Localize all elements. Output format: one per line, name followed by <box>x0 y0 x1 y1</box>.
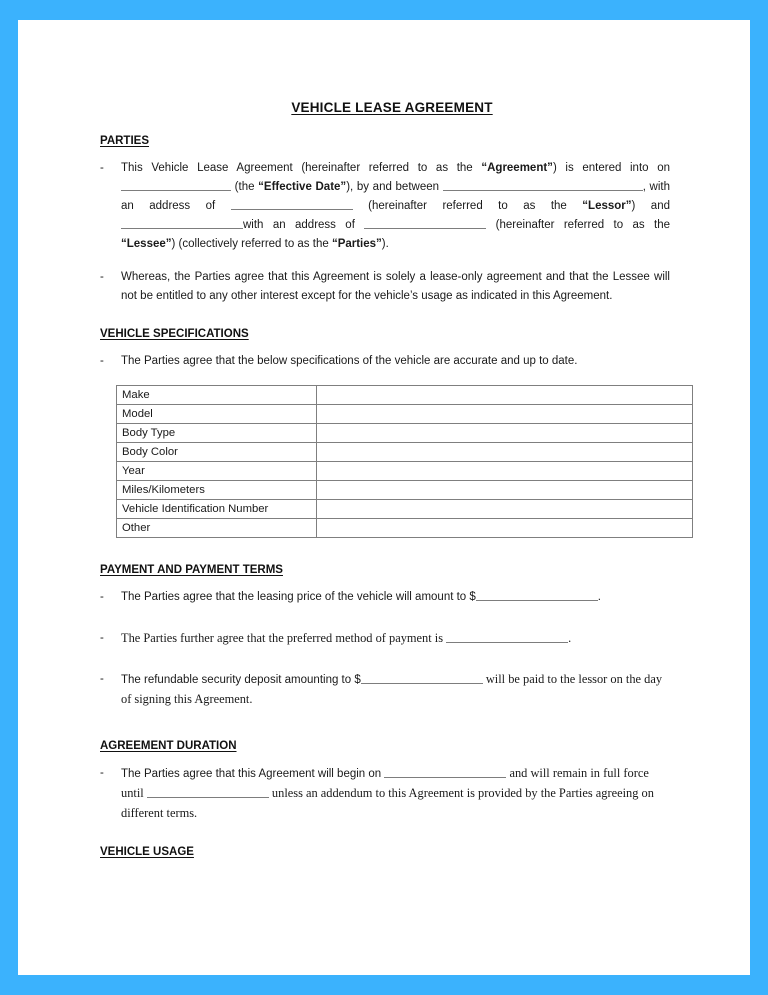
spec-value-cell[interactable] <box>317 481 693 500</box>
text-run: unless an addendum to this Agreement is provided by the Parties agreeing on different terms. <box>121 786 654 820</box>
table-row <box>117 443 693 462</box>
fill-in-blank[interactable] <box>446 631 568 643</box>
table-row <box>117 424 693 443</box>
list-item <box>100 159 670 254</box>
bullet-marker: - <box>100 162 104 174</box>
spec-label-cell: Model <box>117 405 317 424</box>
fill-in-blank[interactable] <box>231 198 353 210</box>
defined-term: “Lessee” <box>121 238 172 250</box>
security-deposit-text <box>121 670 670 710</box>
spec-value-cell[interactable] <box>317 424 693 443</box>
text-run: This Vehicle Lease Agreement (hereinafter referred to as the <box>121 162 482 174</box>
text-run: with an address of <box>243 219 365 231</box>
text-run: . <box>568 631 572 645</box>
document-page <box>18 20 750 975</box>
text-run: . <box>597 591 601 603</box>
list-item <box>100 670 670 710</box>
text-run: ). <box>381 238 389 250</box>
bullet-marker: - <box>100 355 104 367</box>
text-run: (hereinafter referred to as the <box>486 219 670 231</box>
text-run: ) and <box>631 200 670 212</box>
spec-label-cell: Body Type <box>117 424 317 443</box>
payment-method-text <box>121 629 670 648</box>
fill-in-blank[interactable] <box>384 766 506 778</box>
table-row <box>117 462 693 481</box>
fill-in-blank[interactable] <box>476 589 598 601</box>
vehicle-specifications-table <box>116 385 693 538</box>
text-run: (the <box>231 181 259 193</box>
section-heading-agreement-duration: AGREEMENT DURATION <box>100 740 237 752</box>
defined-term: “Effective Date” <box>258 181 347 193</box>
text-run: The Parties agree that the leasing price of the vehicle will amount to $ <box>121 591 476 603</box>
spec-value-cell[interactable] <box>317 462 693 481</box>
table-row <box>117 481 693 500</box>
text-run: The Parties agree that this Agreement will begin on <box>121 768 385 780</box>
parties-lease-only-text: Whereas, the Parties agree that this Agreement is solely a lease-only agreement and that the Lessee will not be entitled to any other interest except for the vehicle’s usage as indicated in this Agreement. <box>121 271 670 302</box>
fill-in-blank[interactable] <box>121 179 231 191</box>
table-row <box>117 405 693 424</box>
spec-label-cell: Miles/Kilometers <box>117 481 317 500</box>
list-item <box>100 268 670 306</box>
text-run: , with an address of <box>121 181 670 212</box>
table-row <box>117 519 693 538</box>
spec-label-cell: Year <box>117 462 317 481</box>
text-run: and will remain in full force until <box>121 766 649 800</box>
list-item <box>100 764 670 824</box>
text-run: The refundable security deposit amounting to $ <box>121 674 361 686</box>
section-heading-parties: PARTIES <box>100 135 149 147</box>
page-title: VEHICLE LEASE AGREEMENT <box>291 100 493 115</box>
spec-label-cell: Make <box>117 386 317 405</box>
fill-in-blank[interactable] <box>147 786 269 798</box>
bullet-marker: - <box>100 632 104 644</box>
fill-in-blank[interactable] <box>364 217 486 229</box>
defined-term: “Lessor” <box>582 200 632 212</box>
bullet-marker: - <box>100 673 104 685</box>
fill-in-blank[interactable] <box>361 672 483 684</box>
text-run: will be paid to the lessor on the day of signing this Agreement. <box>121 672 663 706</box>
text-run: ) (collectively referred to as the <box>171 238 332 250</box>
list-item <box>100 588 670 607</box>
spec-value-cell[interactable] <box>317 405 693 424</box>
text-run: The Parties further agree that the preferred method of payment is <box>121 631 447 645</box>
spec-value-cell[interactable] <box>317 386 693 405</box>
document-content <box>100 100 670 870</box>
list-item <box>100 629 670 648</box>
agreement-duration-text <box>121 764 670 824</box>
text-run: (hereinafter referred to as the <box>352 200 583 212</box>
bullet-marker: - <box>100 591 104 603</box>
section-heading-vehicle-usage: VEHICLE USAGE <box>100 846 194 858</box>
table-row <box>117 500 693 519</box>
section-heading-payment-terms: PAYMENT AND PAYMENT TERMS <box>100 564 283 576</box>
table-body <box>117 386 693 538</box>
spec-intro-text: The Parties agree that the below specifications of the vehicle are accurate and up to date. <box>121 355 578 367</box>
text-run: ), by and between <box>346 181 443 193</box>
spec-value-cell[interactable] <box>317 443 693 462</box>
text-run: ) is entered into on <box>552 162 670 174</box>
parties-intro-text <box>121 159 670 254</box>
section-heading-vehicle-specifications: VEHICLE SPECIFICATIONS <box>100 328 249 340</box>
spec-value-cell[interactable] <box>317 519 693 538</box>
spec-label-cell: Body Color <box>117 443 317 462</box>
table-row <box>117 386 693 405</box>
bullet-marker: - <box>100 271 104 283</box>
leasing-price-text <box>121 588 670 607</box>
fill-in-blank[interactable] <box>443 179 643 191</box>
spec-label-cell: Other <box>117 519 317 538</box>
list-item <box>100 352 670 371</box>
defined-term: “Agreement” <box>481 162 553 174</box>
fill-in-blank[interactable] <box>121 217 243 229</box>
defined-term: “Parties” <box>331 238 382 250</box>
bullet-marker: - <box>100 767 104 779</box>
spec-label-cell: Vehicle Identification Number <box>117 500 317 519</box>
spec-value-cell[interactable] <box>317 500 693 519</box>
